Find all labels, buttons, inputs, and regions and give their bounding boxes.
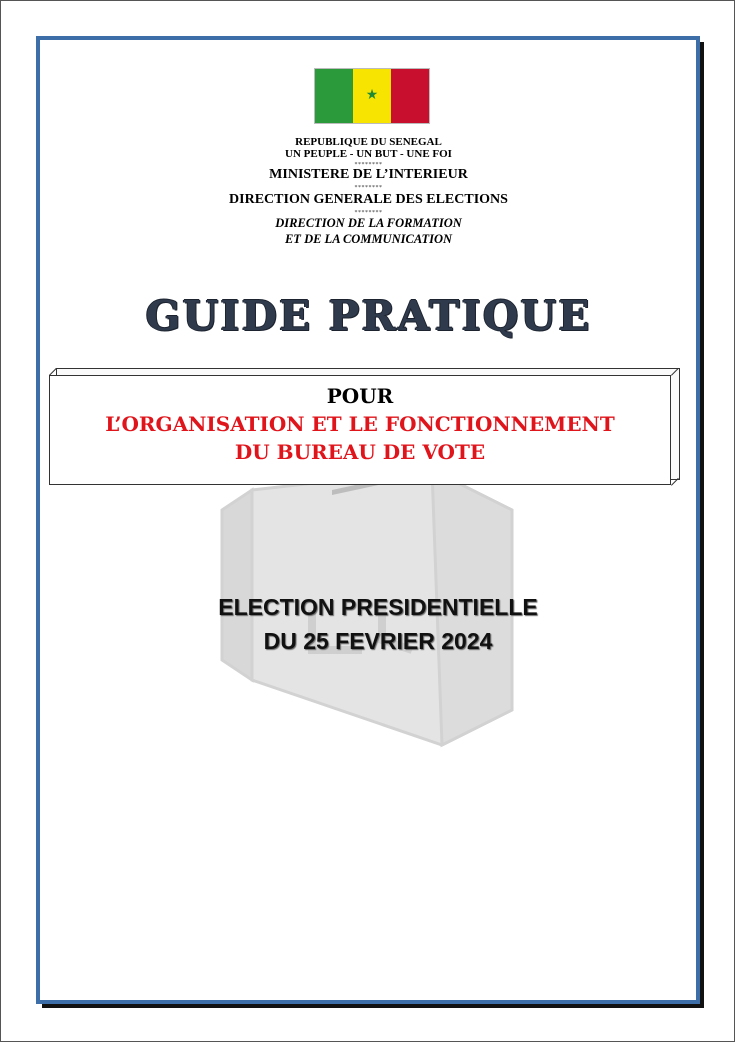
header-directorate: DIRECTION GENERALE DES ELECTIONS [229,192,508,207]
subtitle-heading [0,410,720,466]
header-separator: ******** [354,210,383,216]
flag-green-band [315,69,353,123]
subtitle-line2: DU BUREAU DE VOTE [234,440,486,464]
flag-red-band [391,69,429,123]
header-separator: ******** [354,162,383,168]
header-motto: UN PEUPLE - UN BUT - UNE FOI [285,148,452,160]
star-icon: ★ [365,88,379,103]
header-division-line1: DIRECTION DE LA FORMATION [275,216,462,230]
page-title: GUIDE PRATIQUE [145,292,592,340]
election-line1: ELECTION PRESIDENTIELLE [218,594,538,620]
subtitle-line1: L’ORGANISATION ET LE FONCTIONNEMENT [105,412,615,436]
header-republic: REPUBLIQUE DU SENEGAL [295,136,442,148]
header-separator: ******** [354,185,383,191]
senegal-flag [314,68,430,124]
header-division-line2: ET DE LA COMMUNICATION [284,232,453,246]
election-line2: DU 25 FEVRIER 2024 [263,628,493,654]
flag-yellow-band [353,69,391,123]
header-ministry: MINISTERE DE L’INTERIEUR [269,167,468,182]
election-heading [0,590,737,658]
subtitle-pour: POUR [326,384,394,408]
